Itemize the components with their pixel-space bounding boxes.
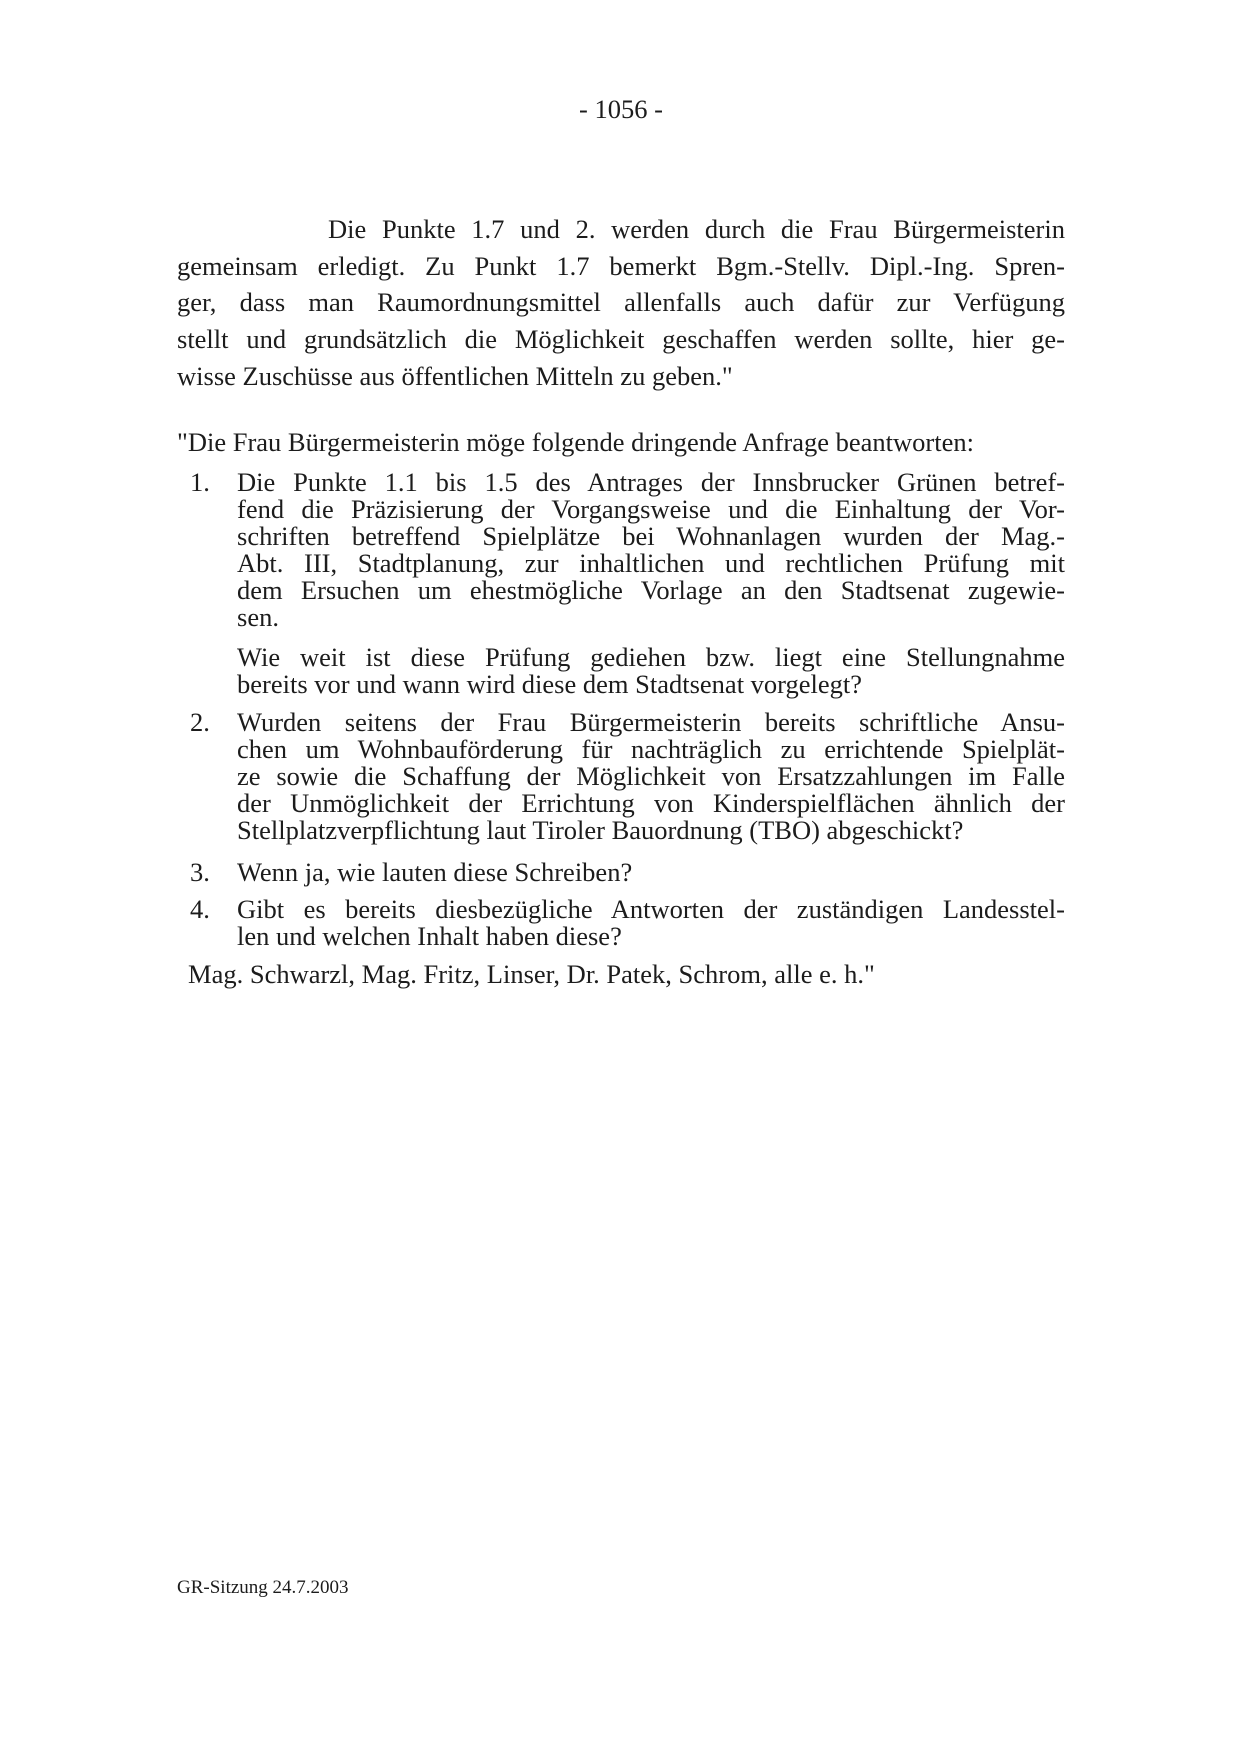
list-item [177,706,1065,845]
text-line: Wie weit ist diese Prüfung gediehen bzw. liegt eine Stellungnahme [237,641,1065,672]
list-item-paragraph [237,641,1065,699]
text-line: "Die Frau Bürgermeisterin möge folgende dringende Anfrage beantworten: [177,426,974,457]
numbered-list [177,466,1065,951]
text-line: len und welchen Inhalt haben diese? [237,920,622,951]
list-item-paragraph [237,893,1065,951]
text-line: sen. [237,601,279,632]
text-line: ger, dass man Raumordnungsmittel allenfalls auch dafür zur Verfügung [177,287,1065,318]
text-line: stellt und grundsätzlich die Möglichkeit geschaffen werden sollte, hier ge- [177,324,1065,355]
text-line: Abt. III, Stadtplanung, zur inhaltlichen und rechtlichen Prüfung mit [237,547,1065,578]
list-item-paragraph [237,856,1065,887]
body-paragraph [177,211,1065,395]
page-body [177,211,1065,988]
list-item-number: 1. [190,466,210,497]
page-number: - 1056 - [579,94,663,124]
list-item [177,856,1065,887]
text-line: wisse Zuschüsse aus öffentlichen Mitteln zu geben." [177,360,733,391]
list-item-paragraph [237,706,1065,845]
text-line: gemeinsam erledigt. Zu Punkt 1.7 bemerkt Bgm.-Stellv. Dipl.-Ing. Spren- [177,250,1065,281]
text-line: Stellplatzverpflichtung laut Tiroler Bauordnung (TBO) abgeschickt? [237,814,964,845]
list-item [177,893,1065,951]
text-line: der Unmöglichkeit der Errichtung von Kinderspielflächen ähnlich der [237,787,1065,818]
page-footer: GR-Sitzung 24.7.2003 [177,1577,349,1598]
text-line: schriften betreffend Spielplätze bei Wohnanlagen wurden der Mag.- [237,520,1065,551]
quote-intro [177,426,1065,457]
text-line: fend die Präzisierung der Vorgangsweise und die Einhaltung der Vor- [237,493,1065,524]
text-line: bereits vor und wann wird diese dem Stadtsenat vorgelegt? [237,668,863,699]
text-line: Mag. Schwarzl, Mag. Fritz, Linser, Dr. Patek, Schrom, alle e. h." [188,958,875,989]
text-line: Die Punkte 1.1 bis 1.5 des Antrages der Innsbrucker Grünen betref- [237,466,1065,497]
list-item [177,466,1065,699]
list-item-number: 4. [190,893,210,924]
text-line: Gibt es bereits diesbezügliche Antworten der zuständigen Landesstel- [237,893,1065,924]
list-item-number: 3. [190,856,210,887]
list-item-paragraph [237,466,1065,632]
text-line: chen um Wohnbauförderung für nachträglich zu errichtende Spielplät- [237,733,1065,764]
text-line: Wenn ja, wie lauten diese Schreiben? [237,856,633,887]
text-line: Wurden seitens der Frau Bürgermeisterin bereits schriftliche Ansu- [237,706,1065,737]
text-line: dem Ersuchen um ehestmögliche Vorlage an den Stadtsenat zugewie- [237,574,1065,605]
text-line: Die Punkte 1.7 und 2. werden durch die Frau Bürgermeisterin [328,214,1065,244]
signature-line [177,958,1065,989]
list-item-number: 2. [190,706,210,737]
text-line: ze sowie die Schaffung der Möglichkeit von Ersatzzahlungen im Falle [237,760,1065,791]
